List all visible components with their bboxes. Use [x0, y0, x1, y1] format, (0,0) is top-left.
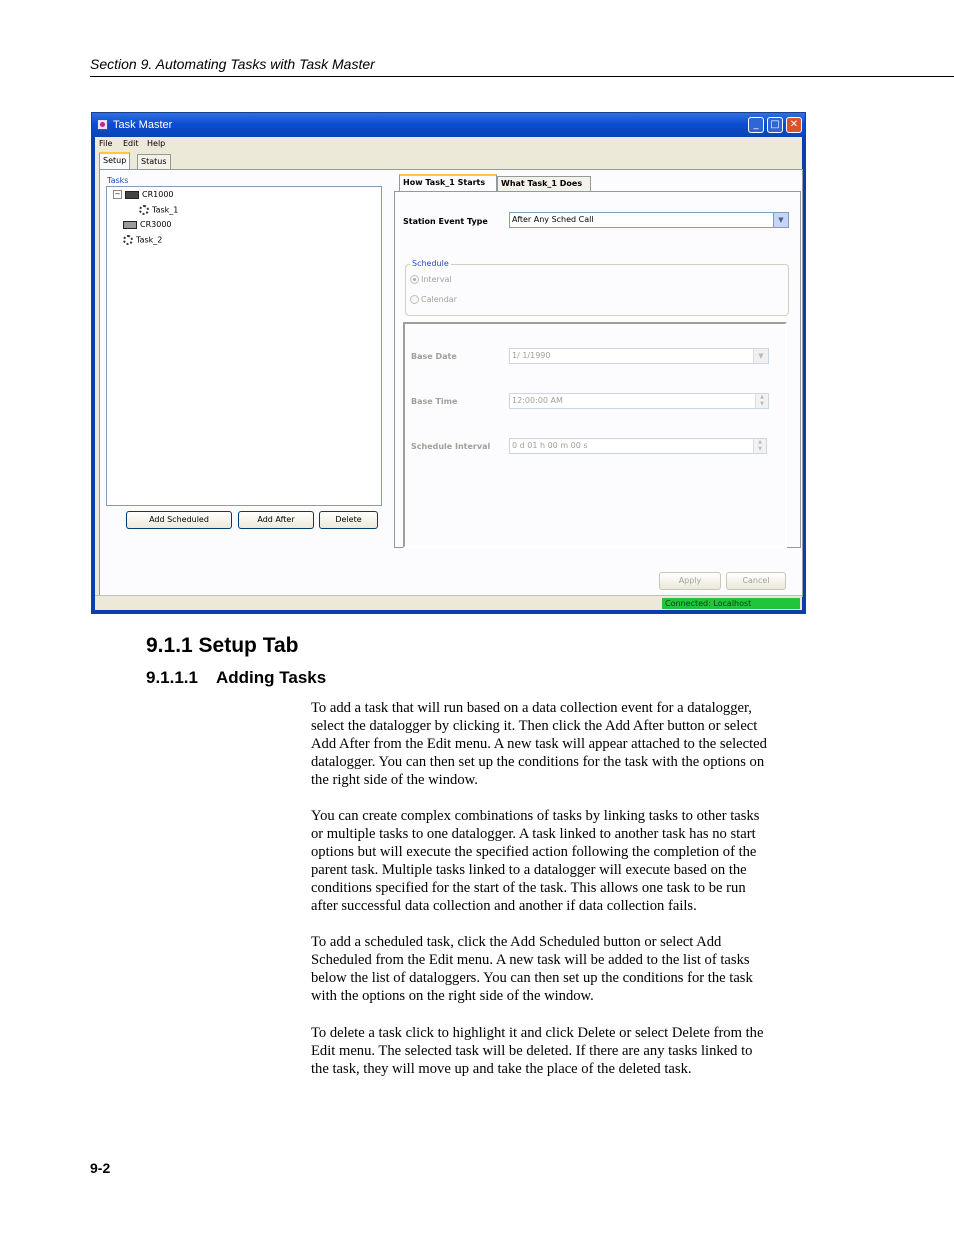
chevron-down-icon[interactable]: ▼	[773, 213, 788, 227]
menu-file[interactable]: File	[99, 139, 113, 148]
subsection-number: 9.1.1.1	[146, 668, 198, 687]
calendar-radio[interactable]	[410, 295, 457, 304]
subsection-title: Adding Tasks	[216, 668, 327, 687]
interval-radio-label: Interval	[421, 275, 452, 284]
radio-icon	[410, 295, 419, 304]
gear-icon	[123, 235, 133, 245]
datalogger-icon	[123, 221, 137, 229]
base-time-value: 12:00:00 AM	[512, 396, 563, 405]
task-master-window	[91, 112, 806, 614]
spinner-icon[interactable]: ▲ ▼	[755, 394, 768, 408]
station-event-value: After Any Sched Call	[512, 215, 594, 224]
paragraph: To add a task that will run based on a data collection event for a datalogger, select the datalogger by clicking it. Then click the Add After button or select Add After from the Edit menu. A new task will appear attached to the selected datalogger. You can then set up the conditions for the task with the options on the right side of the window.	[311, 700, 767, 788]
maximize-button[interactable]: □	[767, 117, 783, 133]
paragraph: To add a scheduled task, click the Add Scheduled button or select Add Scheduled from the Edit menu. A new task will be added to the list of tasks below the list of dataloggers. You can then set up the conditions for the task with the options on the right side of the window.	[311, 934, 753, 1004]
menu-help[interactable]: Help	[147, 139, 166, 148]
interval-radio[interactable]	[410, 275, 452, 284]
window-client	[95, 137, 802, 610]
cancel-button[interactable]: Cancel	[726, 572, 786, 590]
menu-edit[interactable]: Edit	[123, 139, 139, 148]
close-button[interactable]: ✕	[786, 117, 802, 133]
tree-item-cr3000[interactable]	[123, 220, 172, 229]
paragraph: To delete a task click to highlight it and click Delete or select Delete from the Edit menu. The selected task will be deleted. If there are any tasks linked to the task, they will move up and take the place of the deleted task.	[311, 1025, 764, 1077]
base-date-label: Base Date	[411, 352, 457, 361]
schedule-group	[405, 259, 789, 316]
tree-item-label: CR1000	[142, 190, 174, 199]
base-time-field[interactable]	[509, 393, 769, 409]
tab-how-task-starts[interactable]: How Task_1 Starts	[399, 174, 497, 191]
interval-value: 0 d 01 h 00 m 00 s	[512, 441, 588, 450]
add-scheduled-button[interactable]: Add Scheduled	[126, 511, 232, 529]
chevron-down-icon[interactable]: ▼	[753, 349, 768, 363]
task-start-panel	[394, 191, 801, 548]
app-icon	[97, 119, 108, 130]
tree-item-label: Task_1	[152, 205, 179, 215]
datalogger-icon	[125, 191, 139, 199]
gear-icon	[139, 205, 149, 215]
tree-item-cr1000[interactable]	[113, 190, 174, 199]
setup-panel	[99, 169, 803, 597]
subsection-heading	[146, 668, 326, 688]
status-bar	[95, 595, 802, 610]
tab-what-task-does[interactable]: What Task_1 Does	[497, 176, 591, 191]
base-date-value: 1/ 1/1990	[512, 351, 551, 360]
add-after-button[interactable]: Add After	[238, 511, 314, 529]
radio-icon	[410, 275, 419, 284]
station-event-label: Station Event Type	[403, 217, 488, 226]
schedule-label: Schedule	[412, 259, 449, 268]
section-heading: 9.1.1 Setup Tab	[146, 634, 299, 657]
tree-item-task-1[interactable]	[139, 205, 178, 215]
page-header: Section 9. Automating Tasks with Task Master	[90, 56, 375, 72]
menu-bar	[95, 137, 802, 151]
collapse-icon[interactable]: −	[114, 190, 121, 198]
tree-item-task-2[interactable]	[123, 235, 162, 245]
header-rule	[90, 76, 954, 77]
tree-item-label: Task_2	[136, 235, 163, 245]
window-title: Task Master	[113, 119, 173, 131]
interval-field[interactable]	[509, 438, 767, 454]
minimize-button[interactable]: _	[748, 117, 764, 133]
spinner-icon[interactable]: ▲ ▼	[753, 439, 766, 453]
apply-button[interactable]: Apply	[659, 572, 721, 590]
tasks-label: Tasks	[107, 176, 129, 185]
base-date-field[interactable]	[509, 348, 769, 364]
title-bar[interactable]	[92, 113, 805, 137]
tasks-tree[interactable]	[106, 186, 382, 506]
tab-setup[interactable]: Setup	[99, 152, 130, 169]
tree-item-label: CR3000	[140, 220, 172, 229]
calendar-radio-label: Calendar	[421, 295, 457, 304]
connection-status: Connected: Localhost	[662, 598, 800, 609]
interval-label: Schedule Interval	[411, 442, 491, 451]
page-number: 9-2	[90, 1160, 111, 1176]
delete-button[interactable]: Delete	[319, 511, 378, 529]
base-time-label: Base Time	[411, 397, 458, 406]
tab-status[interactable]: Status	[137, 154, 171, 169]
paragraph: You can create complex combinations of tasks by linking tasks to other tasks or multiple tasks to one datalogger. A task linked to another task has no start options but will execute the specified action following the completion of the parent task. Multiple tasks linked to a datalogger will execute based on the conditions specified for the start of the task. This allows one task to be run after successful data collection and another if data collection fails.	[311, 808, 760, 914]
station-event-select[interactable]	[509, 212, 789, 228]
tasks-group	[103, 176, 382, 500]
